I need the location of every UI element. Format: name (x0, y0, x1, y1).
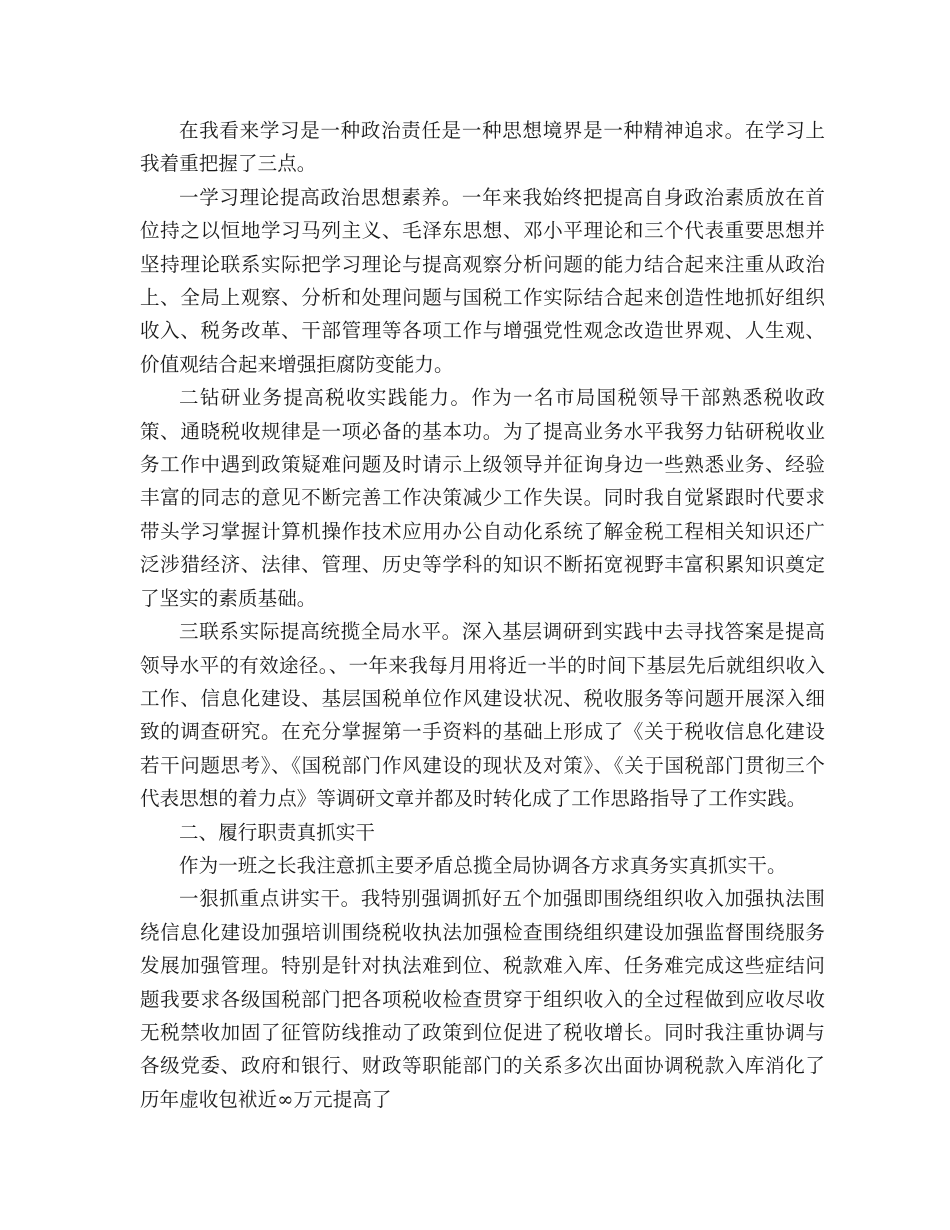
paragraph-business-study: 二钻研业务提高税收实践能力。作为一名市局国税领导干部熟悉税收政策、通晓税收规律是一项必备的基本功。为了提高业务水平我努力钻研税收业务工作中遇到政策疑难问题及时请示上级领导并征询身边一些熟悉业务、经验丰富的同志的意见不断完善工作决策减少工作失误。同时我自觉紧跟时代要求带头学习掌握计算机操作技术应用办公自动化系统了解金税工程相关知识还广泛涉猎经济、法律、管理、历史等学科的知识不断拓宽视野丰富积累知识奠定了坚实的素质基础。 (140, 386, 825, 610)
paragraph-leadership: 作为一班之长我注意抓主要矛盾总揽全局协调各方求真务实真抓实干。 (179, 853, 787, 877)
paragraph-theory-study: 一学习理论提高政治思想素养。一年来我始终把提高自身政治素质放在首位持之以恒地学习马列主义、毛泽东思想、邓小平理论和三个代表重要思想并坚持理论联系实际把学习理论与提高观察分析问题的能力结合起来注重从政治上、全局上观察、分析和处理问题与国税工作实际结合起来创造性地抓好组织收入、税务改革、干部管理等各项工作与增强党性观念改造世界观、人生观、价值观结合起来增强拒腐防变能力。 (140, 185, 825, 376)
section-heading: 二、履行职责真抓实干 (179, 820, 376, 844)
paragraph-key-work: 一狠抓重点讲实干。我特别强调抓好五个加强即围绕组织收入加强执法围绕信息化建设加强培训围绕税收执法加强检查围绕组织建设加强监督围绕服务发展加强管理。特别是针对执法难到位、税款难入库、任务难完成这些症结问题我要求各级国税部门把各项税收检查贯穿于组织收入的全过程做到应收尽收无税禁收加固了征管防线推动了政策到位促进了税收增长。同时我注重协调与各级党委、政府和银行、财政等职能部门的关系多次出面协调税款入库消化了历年虚收包袱近∞万元提高了 (140, 887, 825, 1111)
paragraph-practice: 三联系实际提高统揽全局水平。深入基层调研到实践中去寻找答案是提高领导水平的有效途径。、一年来我每月用将近一半的时间下基层先后就组织收入工作、信息化建设、基层国税单位作风建设状况、税收服务等问题开展深入细致的调查研究。在充分掌握第一手资料的基础上形成了《关于税收信息化建设若干问题思考》、《国税部门作风建设的现状及对策》、《关于国税部门贯彻三个代表思想的着力点》等调研文章并都及时转化成了工作思路指导了工作实践。 (140, 620, 825, 811)
document-body (140, 114, 825, 1116)
paragraph-intro: 在我看来学习是一种政治责任是一种思想境界是一种精神追求。在学习上我着重把握了三点。 (140, 119, 825, 176)
